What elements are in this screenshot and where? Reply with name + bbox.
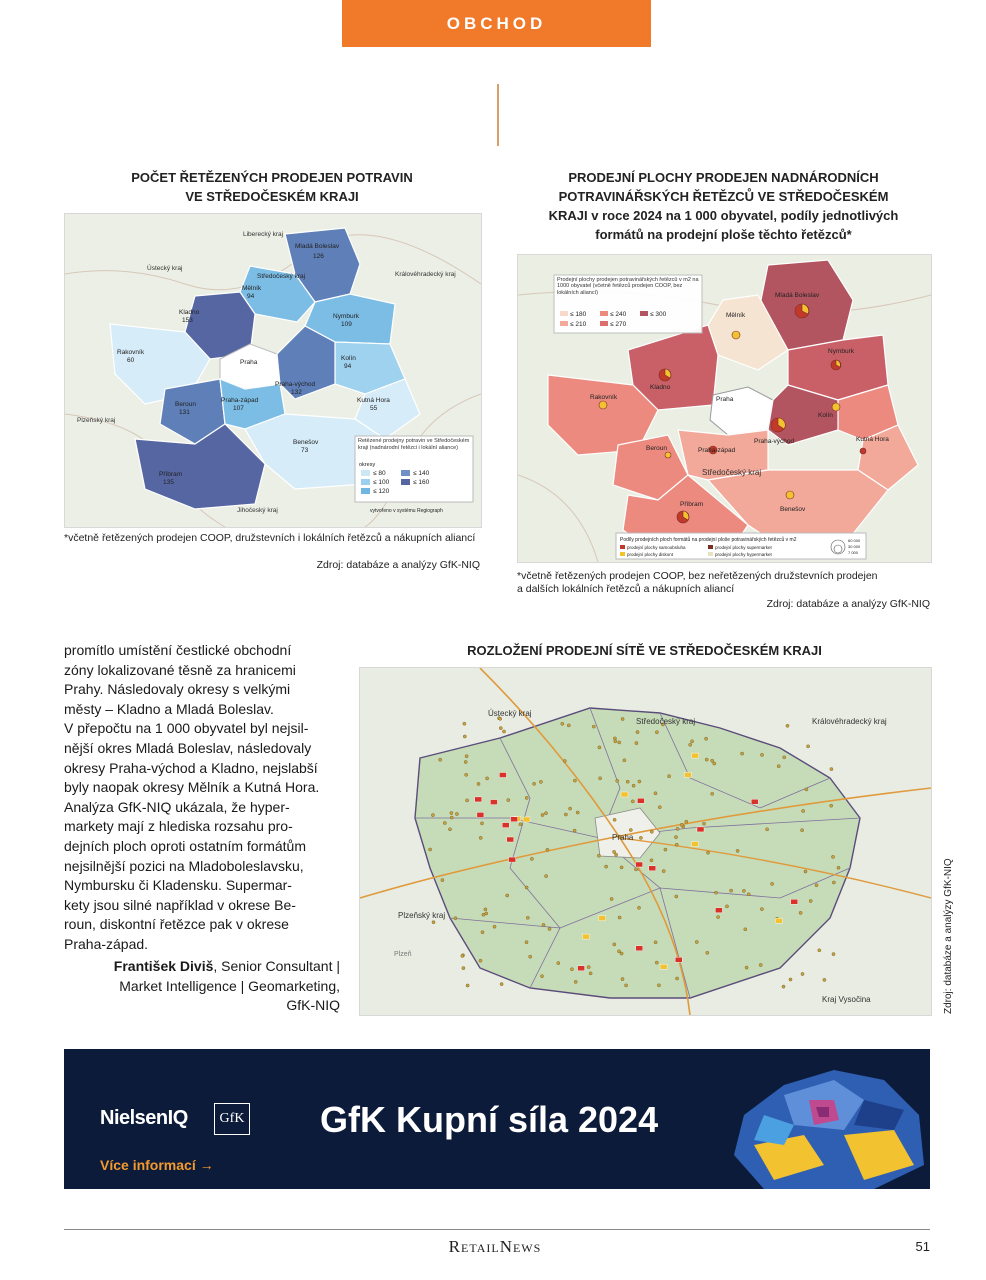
district-label-mlada-boleslav: Mladá Boleslav <box>295 243 340 250</box>
store-dot <box>668 775 671 778</box>
legend-item-80: ≤ 80 <box>373 470 386 477</box>
map2-label-melnik: Mělník <box>726 312 746 319</box>
store-dot <box>725 905 728 908</box>
store-marker <box>578 966 585 971</box>
store-dot <box>450 816 453 819</box>
footer-rule <box>64 1229 930 1230</box>
map2-legend-180: ≤ 180 <box>570 311 587 318</box>
store-dot <box>782 985 785 988</box>
store-dot <box>618 916 621 919</box>
map2-label-benesov: Benešov <box>780 506 806 513</box>
store-marker <box>692 842 699 847</box>
store-marker <box>477 812 484 817</box>
store-dot <box>809 899 812 902</box>
size-legend-1: 60 000 <box>848 538 861 543</box>
legend-item-120: ≤ 120 <box>373 488 390 495</box>
store-dot <box>831 855 834 858</box>
store-marker <box>715 908 722 913</box>
store-marker <box>583 934 590 939</box>
store-dot <box>801 972 804 975</box>
store-dot <box>548 927 551 930</box>
store-dot <box>639 836 642 839</box>
map1-title: POČET ŘETĚZENÝCH PRODEJEN POTRAVIN VE STŘEDOČESKÉM KRAJI <box>131 170 413 204</box>
store-marker <box>507 837 514 842</box>
store-marker <box>636 946 643 951</box>
store-dot <box>626 780 629 783</box>
district-value-mlada-boleslav: 126 <box>313 253 324 260</box>
map3-title: ROZLOŽENÍ PRODEJNÍ SÍTĚ VE STŘEDOČESKÉM KRAJI <box>467 643 822 658</box>
store-dot <box>616 779 619 782</box>
store-dot <box>783 756 786 759</box>
store-dot <box>689 743 692 746</box>
magazine-name: RetailNews <box>448 1237 542 1256</box>
store-dot <box>546 848 549 851</box>
store-dot <box>771 882 774 885</box>
store-dot <box>545 875 548 878</box>
banner-cta-link[interactable]: Více informací → <box>100 1157 214 1173</box>
store-dot <box>760 753 763 756</box>
store-dot <box>589 972 592 975</box>
store-dot <box>507 799 510 802</box>
district-value-benesov: 73 <box>301 447 309 454</box>
map1-neighbor-plzensky: Plzeňský kraj <box>77 417 116 424</box>
store-dot <box>837 866 840 869</box>
district-label-pribram: Příbram <box>159 471 183 478</box>
store-dot <box>465 773 468 776</box>
store-marker <box>775 918 782 923</box>
store-dot <box>466 799 469 802</box>
store-marker <box>791 899 798 904</box>
map2-legend-300: ≤ 300 <box>650 311 667 318</box>
store-dot <box>479 836 482 839</box>
district-value-praha-zapad: 107 <box>233 405 244 412</box>
store-dot <box>499 727 502 730</box>
store-dot <box>486 777 489 780</box>
store-dot <box>802 809 805 812</box>
map1-neighbor-liberecky: Liberecký kraj <box>243 231 284 238</box>
store-dot <box>766 828 769 831</box>
store-dot <box>563 759 566 762</box>
store-dot <box>502 730 505 733</box>
store-dot <box>597 854 600 857</box>
map2-label-rakovnik: Rakovník <box>590 394 618 401</box>
store-dot <box>650 830 653 833</box>
store-dot <box>526 916 529 919</box>
store-dot <box>573 779 576 782</box>
store-dot <box>613 850 616 853</box>
map3-label-ustecky: Ústecký kraj <box>488 709 532 718</box>
store-dot <box>463 735 466 738</box>
map3-label-plzensky: Plzeňský kraj <box>398 911 446 920</box>
store-dot <box>598 746 601 749</box>
store-dot <box>664 848 667 851</box>
map1-choropleth <box>64 213 482 528</box>
map3-label-praha: Praha <box>612 833 634 842</box>
map3-network <box>359 667 932 1016</box>
map2-label-kolin: Kolín <box>818 412 833 419</box>
map2-label-praha-vychod: Praha-východ <box>754 438 795 445</box>
pie-item-supermarket: prodejní plochy supermarket <box>715 545 772 550</box>
store-dot <box>717 916 720 919</box>
store-dot <box>480 822 483 825</box>
district-label-stredocesky: Středočeský kraj <box>257 273 306 280</box>
map1-neighbor-kralovehradecky: Královéhradecký kraj <box>395 271 456 278</box>
store-marker <box>684 772 691 777</box>
map2-legend-210: ≤ 210 <box>570 321 587 328</box>
store-dot <box>485 912 488 915</box>
store-dot <box>525 886 528 889</box>
store-dot <box>443 821 446 824</box>
map2-label-praha: Praha <box>716 396 734 403</box>
store-dot <box>801 829 804 832</box>
pie-item-hypermarket: prodejní plochy hypermarket <box>715 552 772 557</box>
district-label-kolin: Kolín <box>341 355 356 362</box>
store-dot <box>818 949 821 952</box>
district-label-kutna-hora: Kutná Hora <box>357 397 390 404</box>
map1-source: Zdroj: databáze a analýzy GfK-NIQ <box>316 559 480 571</box>
store-dot <box>441 879 444 882</box>
store-dot <box>634 868 637 871</box>
district-label-praha-vychod: Praha-východ <box>275 381 316 388</box>
store-marker <box>502 823 509 828</box>
store-dot <box>479 959 482 962</box>
store-dot <box>786 724 789 727</box>
store-dot <box>544 812 547 815</box>
map3-source: Zdroj: databáze a analýzy GfK-NIQ <box>943 858 954 1014</box>
store-dot <box>462 967 465 970</box>
store-dot <box>830 768 833 771</box>
store-dot <box>705 737 708 740</box>
store-dot <box>431 814 434 817</box>
store-dot <box>654 792 657 795</box>
store-dot <box>676 977 679 980</box>
district-label-nymburk: Nymburk <box>333 313 360 320</box>
store-dot <box>567 724 570 727</box>
store-dot <box>620 866 623 869</box>
store-dot <box>570 968 573 971</box>
district-value-nymburk: 109 <box>341 321 352 328</box>
store-dot <box>685 820 688 823</box>
store-dot <box>636 731 639 734</box>
map2-title: PRODEJNÍ PLOCHY PRODEJEN NADNÁRODNÍCH POTRAVINÁŘSKÝCH ŘETĚZCŮ VE STŘEDOČESKÉM KRAJI v roce 2024 na 1 000 obyvatel, podíly jednotlivých formátů na prodejní ploše těchto řetězců* <box>548 170 899 242</box>
district-label-kladno: Kladno <box>179 309 200 316</box>
map3-label-vysocina: Kraj Vysočina <box>822 995 871 1004</box>
district-label-benesov: Benešov <box>293 439 319 446</box>
store-dot <box>429 848 432 851</box>
store-dot <box>620 952 623 955</box>
store-dot <box>658 806 661 809</box>
district-value-beroun: 131 <box>179 409 190 416</box>
store-dot <box>466 984 469 987</box>
section-tag: OBCHOD <box>342 0 651 47</box>
store-dot <box>654 941 657 944</box>
store-dot <box>675 895 678 898</box>
legend-item-140: ≤ 140 <box>413 470 430 477</box>
page-number: 51 <box>915 1239 930 1254</box>
store-dot <box>461 954 464 957</box>
store-dot <box>614 740 617 743</box>
store-dot <box>533 782 536 785</box>
map2-legend-240: ≤ 240 <box>610 311 627 318</box>
pie-item-diskont: prodejní plochy diskont <box>627 552 674 557</box>
store-dot <box>530 857 533 860</box>
store-dot <box>744 928 747 931</box>
store-marker <box>636 862 643 867</box>
store-dot <box>629 828 632 831</box>
map1-credit: vytvořeno v systému Regiograph <box>370 508 443 514</box>
store-dot <box>760 908 763 911</box>
map2-note: *včetně řetězených prodejen COOP, bez neřetězených družstevních prodejen a dalších lokálních řetězců a nákupních aliancí <box>517 570 878 595</box>
store-dot <box>799 911 802 914</box>
store-dot <box>506 894 509 897</box>
store-dot <box>637 906 640 909</box>
store-dot <box>638 780 641 783</box>
store-dot <box>484 908 487 911</box>
store-dot <box>807 745 810 748</box>
store-dot <box>463 722 466 725</box>
store-dot <box>706 951 709 954</box>
district-label-rakovnik: Rakovník <box>117 349 145 356</box>
store-dot <box>623 759 626 762</box>
store-marker <box>675 957 682 962</box>
map2-label-praha-zapad: Praha-západ <box>698 447 736 454</box>
store-dot <box>519 823 522 826</box>
store-dot <box>675 843 678 846</box>
store-dot <box>481 931 484 934</box>
district-label-praha-zapad: Praha-západ <box>221 397 259 404</box>
store-dot <box>711 792 714 795</box>
store-dot <box>529 955 532 958</box>
map1-neighbor-jihocesky: Jihočeský kraj <box>237 507 278 514</box>
store-dot <box>525 796 528 799</box>
legend-item-160: ≤ 160 <box>413 479 430 486</box>
map1-legend-title: Řetězené prodejny potravin ve Středočeském kraji (nadnárodní řetězci i lokální aliance) <box>358 438 470 451</box>
store-marker <box>751 799 758 804</box>
store-dot <box>587 966 590 969</box>
size-legend-3: 7 000 <box>848 550 859 555</box>
store-marker <box>490 800 497 805</box>
store-dot <box>599 777 602 780</box>
store-dot <box>576 811 579 814</box>
store-dot <box>730 889 733 892</box>
store-marker <box>511 817 518 822</box>
store-dot <box>610 897 613 900</box>
store-dot <box>823 978 826 981</box>
district-value-melnik: 94 <box>247 293 255 300</box>
store-dot <box>569 807 572 810</box>
map1-legend-sub: okresy <box>359 462 376 468</box>
store-dot <box>564 813 567 816</box>
district-value-praha-vychod: 132 <box>291 389 302 396</box>
store-dot <box>705 758 708 761</box>
store-dot <box>617 950 620 953</box>
store-marker <box>523 817 530 822</box>
legend-item-100: ≤ 100 <box>373 479 390 486</box>
store-dot <box>561 722 564 725</box>
store-dot <box>573 829 576 832</box>
store-dot <box>465 755 468 758</box>
store-dot <box>805 788 808 791</box>
store-dot <box>557 962 560 965</box>
store-dot <box>613 943 616 946</box>
store-dot <box>691 740 694 743</box>
store-dot <box>830 804 833 807</box>
store-dot <box>736 849 739 852</box>
store-dot <box>674 836 677 839</box>
map2-label-mlada-boleslav: Mladá Boleslav <box>775 292 820 299</box>
promo-banner[interactable] <box>64 1049 930 1189</box>
district-value-rakovnik: 60 <box>127 357 135 364</box>
store-dot <box>625 984 628 987</box>
store-dot <box>455 812 458 815</box>
map2-pie-legend-title: Podíly prodejních ploch formátů na prodejní ploše potravinářských řetězců v m2 <box>620 537 797 543</box>
map3-label-plzen: Plzeň <box>394 951 412 958</box>
store-dot <box>777 765 780 768</box>
store-marker <box>475 797 482 802</box>
store-marker <box>509 857 516 862</box>
store-dot <box>540 975 543 978</box>
store-dot <box>804 870 807 873</box>
banner-map-graphic <box>724 1055 930 1189</box>
store-dot <box>592 725 595 728</box>
store-dot <box>702 822 705 825</box>
map1-neighbor-ustecky: Ústecký kraj <box>147 265 183 272</box>
nielseniq-logo: NielsenIQ <box>100 1107 188 1129</box>
store-dot <box>741 752 744 755</box>
map2-legend-title: Prodejní plochy prodejen potravinářských řetězců v m2 na 1000 obyvatel (včetně řetězců prodejen COOP, bez lokálních aliancí) <box>557 277 699 296</box>
store-marker <box>692 753 699 758</box>
store-dot <box>448 828 451 831</box>
store-dot <box>815 884 818 887</box>
district-label-praha: Praha <box>240 359 258 366</box>
store-dot <box>621 717 624 720</box>
store-dot <box>613 737 616 740</box>
store-dot <box>742 889 745 892</box>
store-dot <box>759 963 762 966</box>
map2-label-pribram: Příbram <box>680 501 704 508</box>
store-dot <box>706 851 709 854</box>
store-dot <box>613 818 616 821</box>
article-body: promítlo umístění čestlické obchodní zóny lokalizované těsně za hranicemi Prahy. Následovaly okresy s velkými městy – Kladno a Mladá Boleslav. V přepočtu na 1 000 obyvatel byl nejsil- nější okres Mladá Boleslav, následovaly okresy Praha-východ a Kladno, nejslabší byly naopak okresy Mělník a Kutná Hora. Analýza GfK-NIQ ukázala, že hyper- markety mají z hlediska rozsahu pro- dejních ploch oproti ostatním formátům nejsilnější pozici na Mladoboleslavsku, Nymbursku či Kladensku. Supermar- kety jsou silné například v okrese Be- roun, diskontní řetězce pak v okrese Praha-západ. <box>64 642 320 952</box>
district-value-kutna-hora: 55 <box>370 405 378 412</box>
store-dot <box>542 923 545 926</box>
district-label-melnik: Mělník <box>242 285 262 292</box>
store-dot <box>615 853 618 856</box>
map2-choropleth <box>517 254 932 563</box>
store-dot <box>605 865 608 868</box>
store-dot <box>789 978 792 981</box>
store-dot <box>618 741 621 744</box>
store-dot <box>680 823 683 826</box>
gfk-logo: GfK <box>214 1103 250 1135</box>
store-marker <box>637 798 644 803</box>
store-dot <box>541 813 544 816</box>
map2-label-region: Středočeský kraj <box>702 468 762 477</box>
store-dot <box>747 893 750 896</box>
map2-label-nymburk: Nymburk <box>828 348 855 355</box>
author-name: František Diviš <box>113 958 214 974</box>
store-dot <box>454 917 457 920</box>
store-dot <box>439 758 442 761</box>
store-dot <box>745 966 748 969</box>
store-dot <box>655 961 658 964</box>
divider <box>497 84 499 146</box>
store-dot <box>662 870 665 873</box>
store-dot <box>650 859 653 862</box>
store-marker <box>660 964 667 969</box>
store-dot <box>432 921 435 924</box>
store-dot <box>464 760 467 763</box>
district-value-kladno: 153 <box>182 317 193 324</box>
store-dot <box>621 978 624 981</box>
store-dot <box>714 891 717 894</box>
store-dot <box>631 800 634 803</box>
store-dot <box>832 881 835 884</box>
district-label-beroun: Beroun <box>175 401 196 408</box>
map2-legend-270: ≤ 270 <box>610 321 627 328</box>
store-dot <box>655 731 658 734</box>
author-role: , Senior Consultant | <box>213 958 340 974</box>
pie-item-samoobsluha: prodejní plochy samoobsluha <box>627 545 686 550</box>
store-dot <box>450 811 453 814</box>
district-value-pribram: 135 <box>163 479 174 486</box>
map3-label-stredocesky: Středočeský kraj <box>636 717 696 726</box>
map3-label-kralovehradecky: Královéhradecký kraj <box>812 717 887 726</box>
store-dot <box>713 762 716 765</box>
store-dot <box>635 742 638 745</box>
store-marker <box>621 792 628 797</box>
store-dot <box>493 925 496 928</box>
map2-label-kladno: Kladno <box>650 384 671 391</box>
store-marker <box>697 827 704 832</box>
store-dot <box>477 782 480 785</box>
size-legend-2: 30 000 <box>848 544 861 549</box>
map2-label-kutna-hora: Kutná Hora <box>856 436 889 443</box>
district-value-kolin: 94 <box>344 363 352 370</box>
store-marker <box>499 773 506 778</box>
store-dot <box>500 983 503 986</box>
store-dot <box>695 940 698 943</box>
store-dot <box>676 827 679 830</box>
store-dot <box>632 784 635 787</box>
map2-label-beroun: Beroun <box>646 445 667 452</box>
store-dot <box>574 980 577 983</box>
store-dot <box>832 953 835 956</box>
store-dot <box>525 941 528 944</box>
store-dot <box>539 780 542 783</box>
store-marker <box>649 866 656 871</box>
store-dot <box>711 759 714 762</box>
store-dot <box>657 984 660 987</box>
map2-source: Zdroj: databáze a analýzy GfK-NIQ <box>766 598 930 610</box>
banner-title: GfK Kupní síla 2024 <box>320 1099 659 1140</box>
article-author: František Diviš, Senior Consultant | Market Intelligence | Geomarketing, GfK-NIQ <box>113 958 340 1014</box>
store-marker <box>599 916 606 921</box>
map1-note: *včetně řetězených prodejen COOP, družstevních i lokálních řetězců a nákupních aliancí <box>64 532 476 544</box>
